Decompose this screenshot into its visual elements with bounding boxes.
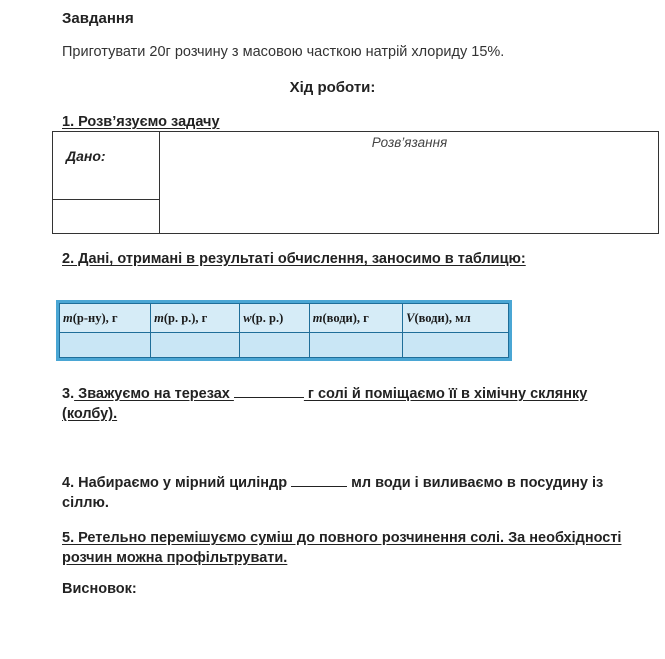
given-divider bbox=[52, 199, 160, 200]
step3-number: 3. bbox=[62, 386, 75, 402]
task-text: Приготувати 20г розчину з масовою часткою натрій хлориду 15%. bbox=[62, 44, 505, 60]
water-volume-blank[interactable] bbox=[291, 486, 347, 487]
header-volume-water: V(води), мл bbox=[403, 304, 509, 333]
cell-mass-water[interactable] bbox=[309, 333, 402, 358]
salt-mass-blank[interactable] bbox=[234, 397, 304, 398]
header-mass-solute: m(р. р.), г bbox=[151, 304, 240, 333]
step3-text-a: Зважуємо на терезах bbox=[74, 386, 234, 402]
step5-text: 5. Ретельно перемішуємо суміш до повного розчинення солі. За необхідності розчин можна профільтрувати. bbox=[62, 530, 622, 566]
cell-volume-water[interactable] bbox=[403, 333, 509, 358]
results-table bbox=[56, 300, 512, 361]
step3-text bbox=[62, 384, 622, 424]
results-table-row bbox=[60, 333, 509, 358]
step2-heading: 2. Дані, отримані в результаті обчислення, заносимо в таблицю: bbox=[62, 251, 526, 267]
results-table-header-row bbox=[60, 304, 509, 333]
given-label: Дано: bbox=[66, 148, 106, 164]
cell-mass-solution[interactable] bbox=[60, 333, 151, 358]
step4-text bbox=[62, 473, 622, 513]
cell-mass-solute[interactable] bbox=[151, 333, 240, 358]
step1-heading: 1. Розв’язуємо задачу bbox=[62, 114, 220, 130]
cell-mass-fraction[interactable] bbox=[240, 333, 309, 358]
step4-text-b: мл води і виливаємо в посудину із сіллю. bbox=[62, 475, 604, 511]
step3-text-b: г солі й поміщаємо її в хімічну склянку (колбу). bbox=[62, 386, 588, 422]
header-mass-solution: m(р-ну), г bbox=[60, 304, 151, 333]
header-mass-fraction: w(р. р.) bbox=[240, 304, 309, 333]
header-mass-water: m(води), г bbox=[309, 304, 402, 333]
progress-heading: Хід роботи: bbox=[289, 79, 376, 96]
solution-label: Розв’язання bbox=[371, 135, 448, 150]
document-title: Завдання bbox=[62, 10, 134, 27]
step4-text-a: 4. Набираємо у мірний циліндр bbox=[62, 475, 292, 491]
conclusion-label: Висновок: bbox=[62, 581, 137, 597]
given-column bbox=[52, 131, 160, 234]
